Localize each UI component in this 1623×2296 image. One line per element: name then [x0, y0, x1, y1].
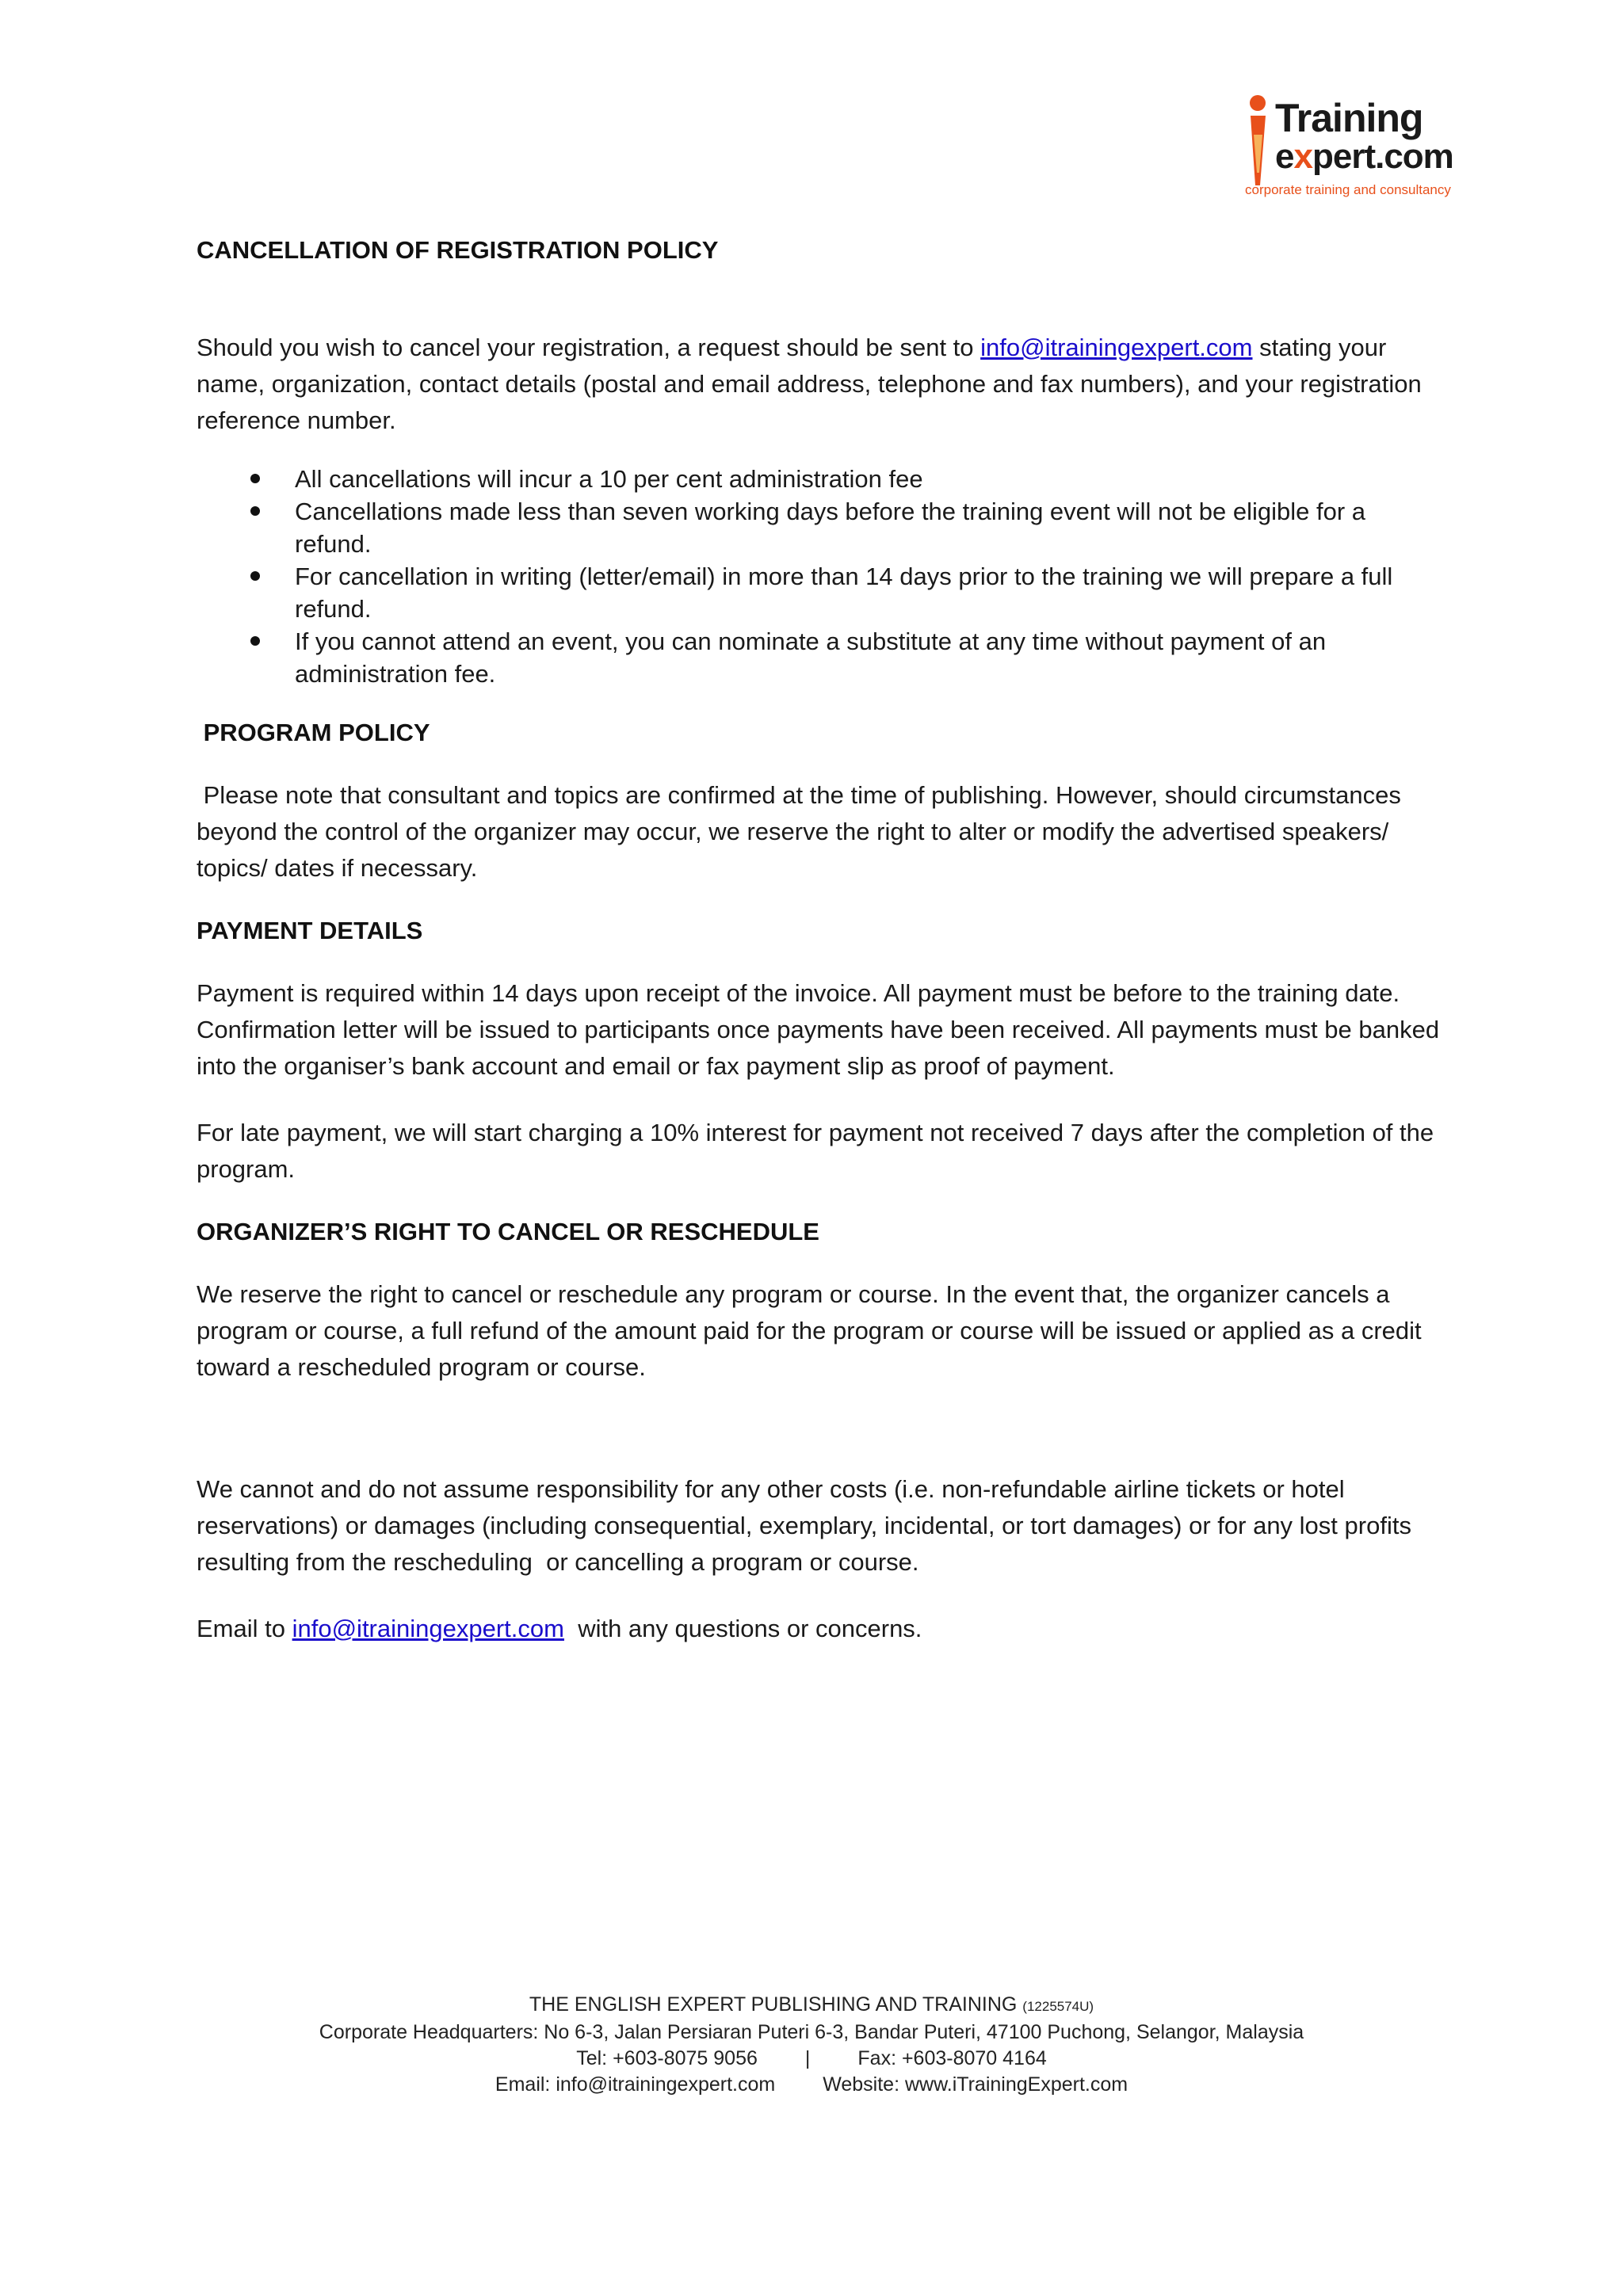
payment-details-para2: For late payment, we will start charging a 10% interest for payment not received 7 days after the completion of the program.	[197, 1119, 1434, 1183]
program-policy-heading: PROGRAM POLICY	[197, 719, 430, 746]
list-item: All cancellations will incur a 10 per cent administration fee	[197, 463, 1449, 495]
list-item: For cancellation in writing (letter/email) in more than 14 days prior to the training we will prepare a full refund.	[197, 560, 1449, 625]
bullet-icon	[250, 636, 260, 646]
cancellation-intro: Should you wish to cancel your registration, a request should be sent to info@itrainingexpert.com stating your name, organization, contact details (postal and email address, telephone and fax numbers), and your registration reference number.	[197, 334, 1422, 434]
organizer-rights-para1: We reserve the right to cancel or reschedule any program or course. In the event that, the organizer cancels a program or course, a full refund of the amount paid for the program or course will be issued or applied as a credit toward a rescheduled program or course.	[197, 1280, 1422, 1381]
email-link[interactable]: info@itrainingexpert.com	[980, 334, 1253, 361]
list-item: If you cannot attend an event, you can nominate a substitute at any time without payment of an administration fee.	[197, 625, 1449, 690]
responsibility-disclaimer: We cannot and do not assume responsibility for any other costs (i.e. non-refundable airline tickets or hotel reservations) or damages (including consequential, exemplary, incidental, or tort damages) or for any lost profits resulting from the rescheduling or cancelling a program or course.	[197, 1475, 1419, 1576]
cancellation-heading: CANCELLATION OF REGISTRATION POLICY	[197, 236, 719, 264]
list-item: Cancellations made less than seven working days before the training event will not be eligible for a refund.	[197, 495, 1449, 560]
page-footer	[0, 1992, 1623, 2098]
payment-details-para1: Payment is required within 14 days upon receipt of the invoice. All payment must be before to the training date. Confirmation letter will be issued to participants once payments have been received. All payments must be banked into the organiser’s bank account and email or fax payment slip as proof of payment.	[197, 979, 1440, 1080]
itrainingexpert-logo	[1240, 93, 1454, 204]
contact-email-link[interactable]: info@itrainingexpert.com	[292, 1615, 564, 1642]
logo-tagline: corporate training and consultancy	[1245, 182, 1451, 197]
payment-details-heading: PAYMENT DETAILS	[197, 917, 423, 944]
cancellation-bullet-list	[197, 463, 1449, 690]
bullet-icon	[250, 506, 260, 516]
footer-phone-line: Tel: +603-8075 9056 | Fax: +603-8070 4164	[576, 2047, 1047, 2069]
footer-web-line: Email: info@itrainingexpert.com Website: www.iTrainingExpert.com	[495, 2073, 1128, 2096]
i-figure-logo-icon	[1247, 93, 1269, 187]
contact-email-line: Email to info@itrainingexpert.com with any questions or concerns.	[197, 1615, 922, 1642]
footer-company-line: THE ENGLISH EXPERT PUBLISHING AND TRAINING (1225574U)	[529, 1993, 1094, 2016]
bullet-icon	[250, 571, 260, 581]
organizer-rights-heading: ORGANIZER’S RIGHT TO CANCEL OR RESCHEDULE	[197, 1218, 819, 1245]
logo-word-expert: expert.com	[1275, 137, 1453, 176]
program-policy-text: Please note that consultant and topics are confirmed at the time of publishing. However, should circumstances beyond the control of the organizer may occur, we reserve the right to alter or modify the advertised speakers/ topics/ dates if necessary.	[197, 781, 1408, 882]
footer-address: Corporate Headquarters: No 6-3, Jalan Persiaran Puteri 6-3, Bandar Puteri, 47100 Puchong, Selangor, Malaysia	[319, 2021, 1304, 2043]
bullet-icon	[250, 474, 260, 483]
logo-word-training: Training	[1275, 96, 1423, 140]
document-body	[197, 235, 1449, 1647]
